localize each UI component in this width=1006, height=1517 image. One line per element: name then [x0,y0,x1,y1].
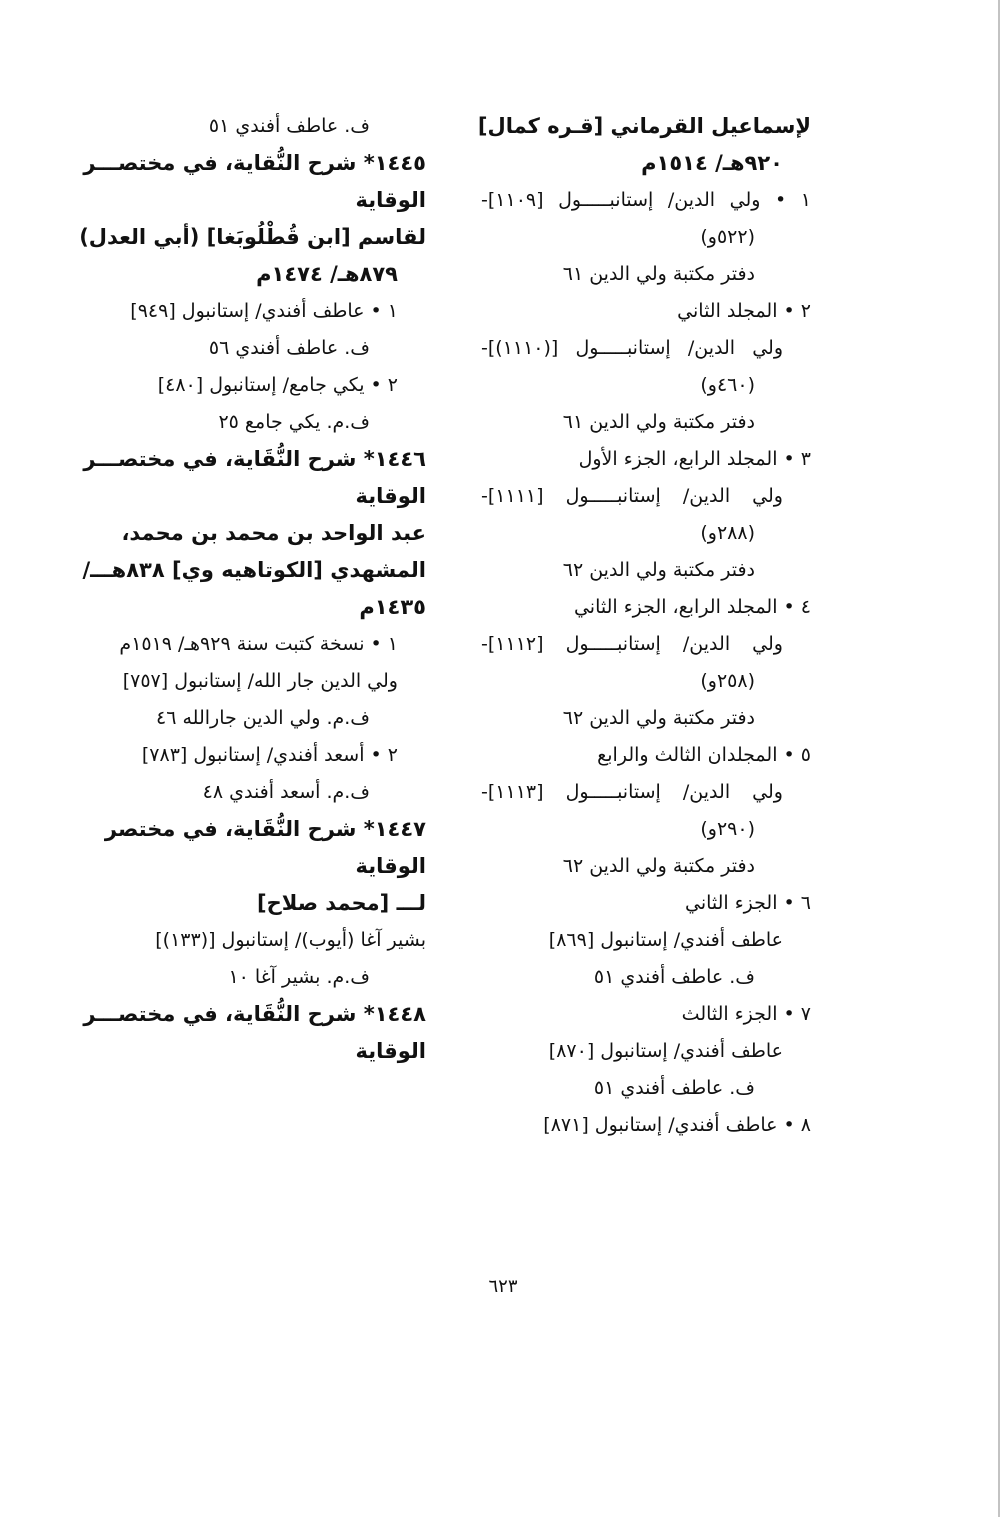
left-column-line: ولي الدين جار الله/ إستانبول [٧٥٧] [122,670,398,692]
right-column-line: ولي الدين/ إستانبـــــول [١١١١]- [481,485,783,507]
right-column-line: (٢٨٨و) [700,522,755,544]
left-column-line: الوقاية [355,854,426,878]
left-column-line: عبد الواحد بن محمد بن محمد، [121,521,426,545]
left-column-line: ف.م. ولي الدين جارالله ٤٦ [156,707,370,729]
right-column-line: ٩٢٠هـ/ ١٥١٤م [641,151,783,175]
left-column-line: ٢ • أسعد أفندي/ إستانبول [٧٨٣] [141,744,398,766]
right-column-line: ١ • ولي الدين/ إستانبـــــول [١١٠٩]- [481,189,811,211]
right-column-line: دفتر مكتبة ولي الدين ٦٢ [562,707,755,729]
left-column-line: الوقاية [355,1039,426,1063]
right-column-line: ٣ • المجلد الرابع، الجزء الأول [578,448,811,470]
right-column-line: ٤ • المجلد الرابع، الجزء الثاني [573,596,811,618]
left-column [79,108,426,1070]
left-column-line: ١ • نسخة كتبت سنة ٩٢٩هـ/ ١٥١٩م [119,633,398,655]
left-column-line: ف. عاطف أفندي ٥١ [208,115,370,137]
right-column-line: دفتر مكتبة ولي الدين ٦٢ [562,855,755,877]
right-column-line: ٥ • المجلدان الثالث والرابع [597,744,811,766]
left-column-line: ١٤٤٨* شرح النُّقَاية، في مختصـــر [83,1002,426,1026]
left-column-line: ٨٧٩هـ/ ١٤٧٤م [256,262,398,286]
left-column-line: ١٤٣٥م [359,595,426,619]
right-column-line: (٤٦٠و) [700,374,755,396]
left-column-line: لـــ [محمد صلاح] [257,891,426,915]
left-column-line: الوقاية [355,484,426,508]
left-column-line: ف. عاطف أفندي ٥٦ [208,337,370,359]
left-column-line: ١٤٤٥* شرح النُّقاية، في مختصـــر [83,151,426,175]
left-column-line: الوقاية [355,188,426,212]
right-column-line: ف. عاطف أفندي ٥١ [593,1077,755,1099]
right-column [477,108,811,1144]
right-column-line: ف. عاطف أفندي ٥١ [593,966,755,988]
left-column-line: ٢ • يكي جامع/ إستانبول [٤٨٠] [157,374,398,396]
left-column-line: ١٤٤٧* شرح النُّقَاية، في مختصر [104,817,426,841]
left-column-line: ف.م. بشير آغا ١٠ [228,966,370,988]
left-column-line: لقاسم [ابن قُطْلُوبَغا] (أبي العدل) [79,225,426,249]
right-column-line: (٢٥٨و) [700,670,755,692]
page-number: ٦٢٣ [488,1276,518,1297]
right-column-line: ولي الدين/ إستانبـــــول [(١١١٠)]- [481,337,783,359]
right-column-line: ٧ • الجزء الثالث [681,1003,811,1025]
right-column-line: دفتر مكتبة ولي الدين ٦١ [562,263,755,285]
right-column-line: ٢ • المجلد الثاني [677,300,811,322]
right-column-line: (٢٩٠و) [700,818,755,840]
right-column-line: ولي الدين/ إستانبـــــول [١١١٢]- [481,633,783,655]
right-column-line: دفتر مكتبة ولي الدين ٦١ [562,411,755,433]
right-column-line: عاطف أفندي/ إستانبول [٨٦٩] [548,929,783,951]
right-column-line: لإسماعيل القرماني [قـره كمال] [477,114,811,138]
right-column-line: (٥٢٢و) [700,226,755,248]
right-column-line: عاطف أفندي/ إستانبول [٨٧٠] [548,1040,783,1062]
right-column-line: دفتر مكتبة ولي الدين ٦٢ [562,559,755,581]
left-column-line: بشير آغا (أيوب)/ إستانبول [(١٣٣)] [155,929,426,951]
left-column-line: المشهدي [الكوتاهيه وي] ٨٣٨هـــ/ [82,558,426,582]
left-column-line: ١٤٤٦* شرح النُّقَاية، في مختصـــر [83,447,426,471]
left-column-line: ١ • عاطف أفندي/ إستانبول [٩٤٩] [130,300,398,322]
right-column-line: ٨ • عاطف أفندي/ إستانبول [٨٧١] [543,1114,811,1136]
left-column-line: ف.م. أسعد أفندي ٤٨ [202,781,370,803]
left-column-line: ف.م. يكي جامع ٢٥ [218,411,370,433]
right-column-line: ٦ • الجزء الثاني [684,892,811,914]
right-column-line: ولي الدين/ إستانبـــــول [١١١٣]- [481,781,783,803]
